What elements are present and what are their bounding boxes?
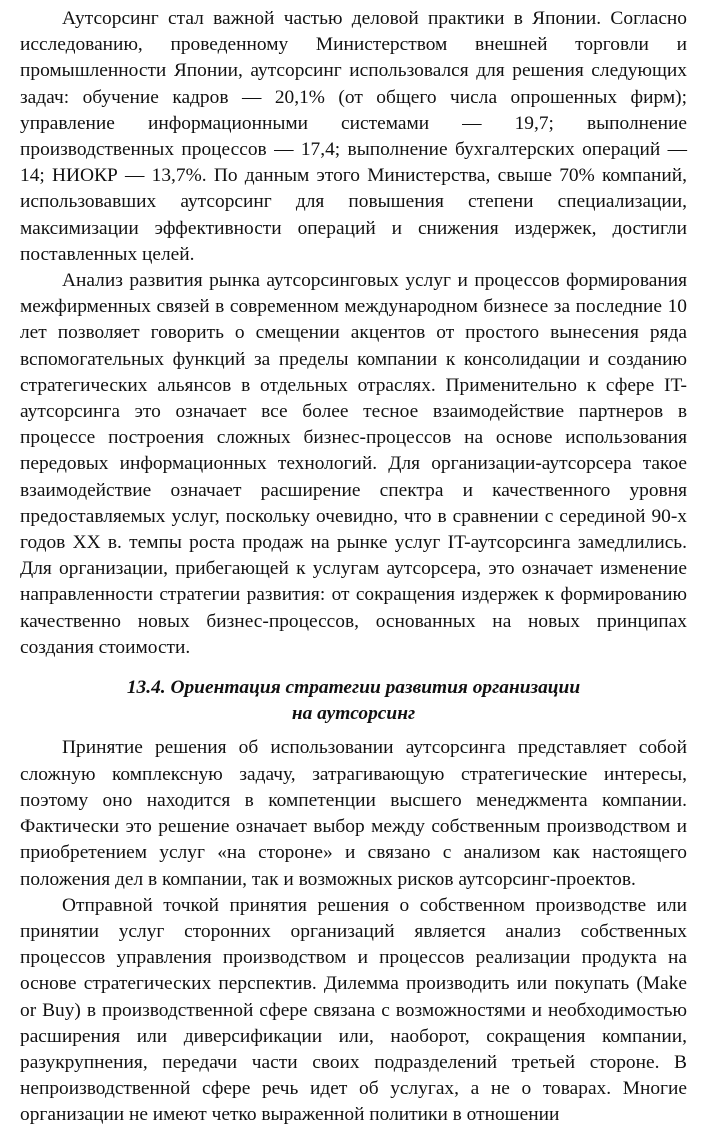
paragraph-make-or-buy: Отправной точкой принятия решения о собственном производстве или принятии услуг сторонних организаций является анализ собственных процессов управления производством и процессов реализации продукта на основе стратегических перспектив. Дилемма производить или покупать (Make or Buy) в производственной сфере связана с возможностями и необходимостью расширения или диверсификации или, наоборот, сокращения компании, разукрупнения, передачи части своих подразделений третьей стороне. В непроизводственной сфере речь идет об услугах, а не о товарах. Многие организации не имеют четко выраженной политики в отношении bbox=[20, 894, 687, 1126]
document-page bbox=[20, 6, 687, 1129]
section-heading-line-1: 13.4. Ориентация стратегии развития организации bbox=[126, 677, 581, 699]
section-heading-line-2: на аутсорсинг bbox=[291, 703, 416, 725]
paragraph-decision-making: Принятие решения об использовании аутсорсинга представляет собой сложную комплексную задачу, затрагивающую стратегические интересы, поэтому оно находится в компетенции высшего менеджмента компании. Фактически это решение означает выбор между собственным производством и приобретением услуг «на стороне» и связано с анализом как настоящего положения дел в компании, так и возможных рисков аутсорсинг-проектов. bbox=[20, 737, 687, 890]
section-heading bbox=[20, 675, 687, 727]
paragraph-japan-outsourcing: Аутсорсинг стал важной частью деловой практики в Японии. Согласно исследованию, проведенному Министерством внешней торговли и промышленности Японии, аутсорсинг использовался для решения следующих задач: обучение кадров — 20,1% (от общего числа опрошенных фирм); управление информационными системами — 19,7; выполнение производственных процессов — 17,4; выполнение бухгалтерских операций — 14; НИОКР — 13,7%. По данным этого Министерства, свыше 70% компаний, использовавших аутсорсинг для повышения степени специализации, максимизации эффективности операций и снижения издержек, достигли поставленных целей. bbox=[20, 8, 687, 265]
paragraph-market-analysis: Анализ развития рынка аутсорсинговых услуг и процессов формирования межфирменных связей в современном международном бизнесе за последние 10 лет позволяет говорить о смещении акцентов от простого вынесения ряда вспомогательных функций за пределы компании к консолидации и созданию стратегических альянсов в отдельных отраслях. Применительно к сфере IT-аутсорсинга это означает все более тесное взаимодействие партнеров в процессе построения сложных бизнес-процессов на основе использования передовых информационных технологий. Для организации-аутсорсера такое взаимодействие означает расширение спектра и качественного уровня предоставляемых услуг, поскольку очевидно, что в сравнении с серединой 90-х годов XX в. темпы роста продаж на рынке услуг IT-аутсорсинга замедлились. Для организации, прибегающей к услугам аутсорсера, это означает изменение направленности стратегии развития: от сокращения издержек к формированию качественно новых бизнес-процессов, основанных на новых принципах создания стоимости. bbox=[20, 270, 687, 658]
